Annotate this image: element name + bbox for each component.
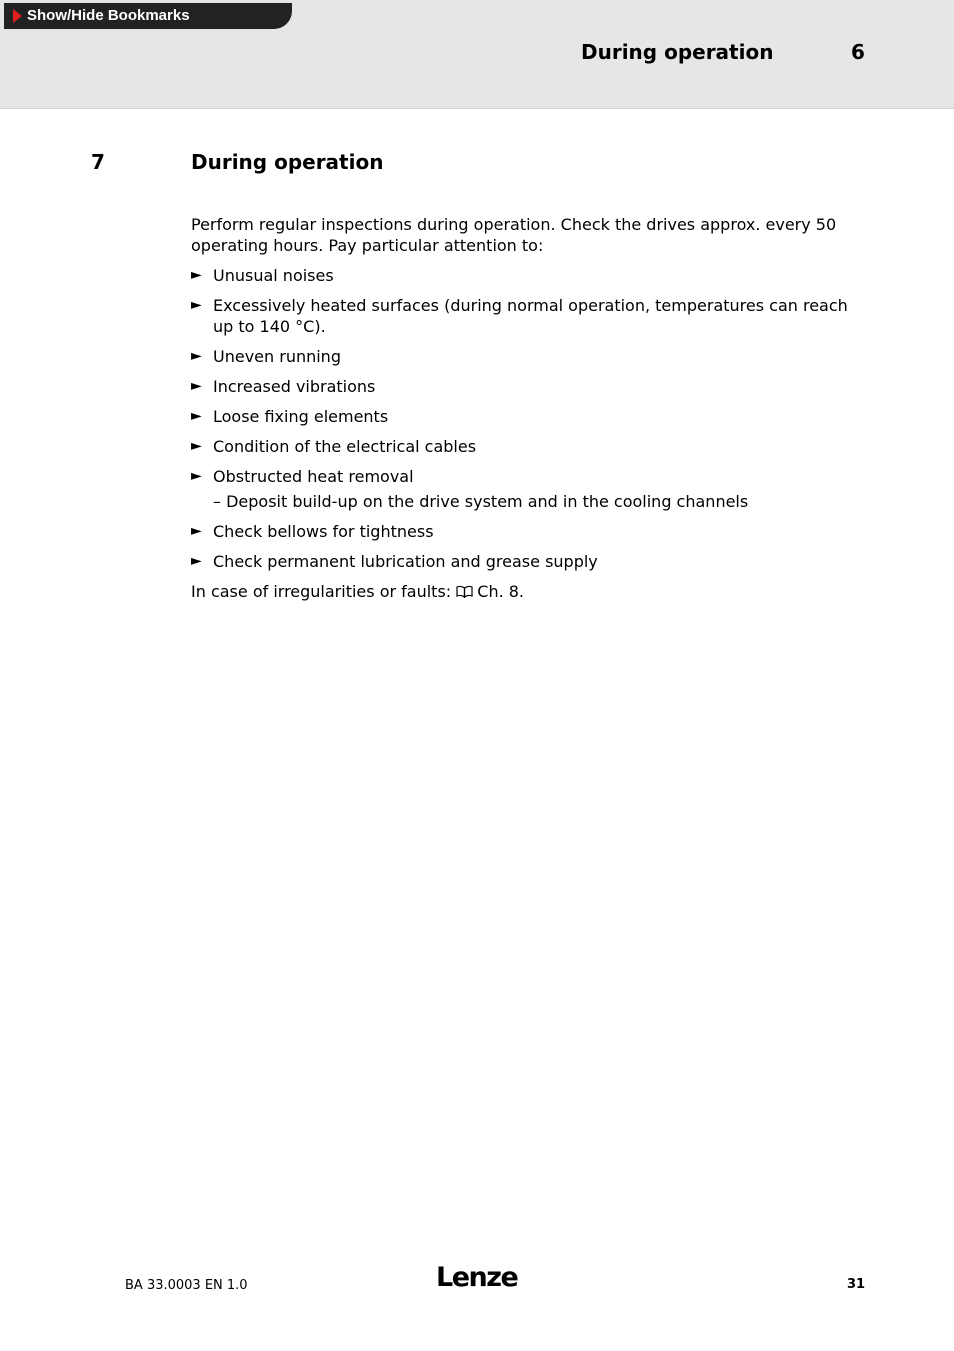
list-item [191,466,867,512]
list-item-text: Unusual noises [213,266,334,285]
list-item [191,295,867,337]
intro-paragraph: Perform regular inspections during operation. Check the drives approx. every 50 operating hours. Pay particular attention to: [191,215,837,255]
list-item-text: Check bellows for tightness [213,522,434,541]
chapter-reference-link[interactable]: Ch. 8. [477,582,525,601]
bullet-triangle-icon: ► [191,267,202,283]
list-item [191,265,867,286]
section-title: During operation [191,150,384,174]
page-number: 31 [847,1277,866,1292]
list-item [191,551,867,572]
lenze-logo: Lenze [436,1262,518,1293]
bullet-triangle-icon: ► [191,468,202,484]
list-item [191,346,867,367]
book-icon [456,585,473,598]
bullet-triangle-icon: ► [191,348,202,364]
triangle-right-icon [13,9,22,23]
list-item-text: Excessively heated surfaces (during normal operation, temperatures can reach up to 140 °C). [213,296,848,336]
closing-paragraph [191,581,867,602]
section-number: 7 [91,150,105,174]
list-sub-item: – Deposit build-up on the drive system and in the cooling channels [213,492,749,511]
bullet-triangle-icon: ► [191,438,202,454]
list-item-text: Loose fixing elements [213,407,389,426]
list-item-text: Obstructed heat removal [213,467,414,486]
body-content [191,214,867,602]
list-item-text: Uneven running [213,347,341,366]
list-item-text: Check permanent lubrication and grease supply [213,552,598,571]
show-hide-bookmarks-button[interactable] [4,3,292,29]
bullet-triangle-icon: ► [191,553,202,569]
document-id: BA 33.0003 EN 1.0 [125,1278,248,1293]
list-item-text: Condition of the electrical cables [213,437,477,456]
list-item [191,376,867,397]
bullet-triangle-icon: ► [191,297,202,313]
closing-text: In case of irregularities or faults: [191,582,452,601]
list-item [191,406,867,427]
inspection-checklist [191,265,867,572]
bullet-triangle-icon: ► [191,408,202,424]
list-item-text: Increased vibrations [213,377,376,396]
list-item [191,436,867,457]
bullet-triangle-icon: ► [191,378,202,394]
running-header-chapter-number: 6 [851,40,865,64]
bullet-triangle-icon: ► [191,523,202,539]
running-header-title: During operation [581,40,774,64]
list-item [191,521,867,542]
bookmarks-button-label: Show/Hide Bookmarks [27,7,190,24]
